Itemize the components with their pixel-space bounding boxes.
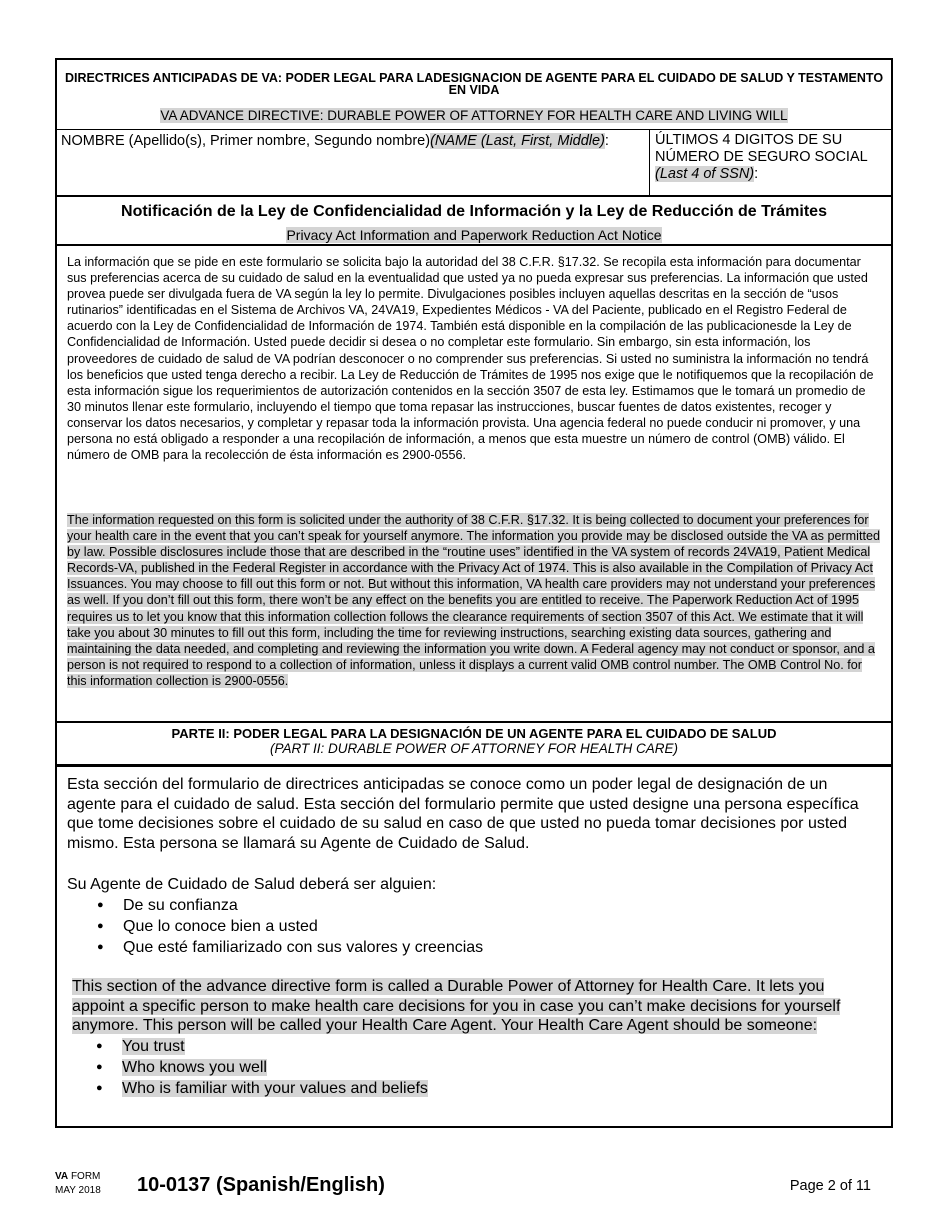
list-item: ● Que esté familiarizado con sus valores y creencias xyxy=(123,937,483,958)
form-title-en: VA ADVANCE DIRECTIVE: DURABLE POWER OF ATTORNEY FOR HEALTH CARE AND LIVING WILL xyxy=(160,108,788,123)
privacy-header xyxy=(55,196,893,246)
form-title-es: DIRECTRICES ANTICIPADAS DE VA: PODER LEGAL PARA LADESIGNACION DE AGENTE PARA EL CUIDADO DE SALUD Y TESTAMENTO EN VIDA xyxy=(64,71,884,97)
ssn-label-en: (Last 4 of SSN) xyxy=(655,166,755,182)
ssn-label-es: ÚLTIMOS 4 DIGITOS DE SU NÚMERO DE SEGURO SOCIAL xyxy=(655,132,868,165)
privacy-text-en: The information requested on this form is solicited under the authority of 38 C.F.R. §17.32. It is being collected to document your preferences for your health care in the event that you can’t speak for yourself anymore. The information you provide may be disclosed outside the VA as permitted by law. Possible disclosures include those that are described in the “routine uses” identified in the VA system of records 24VA19, Patient Medical Records-VA, published in the Federal Register in accordance with the Privacy Act of 1974. This is also available in the Compilation of Privacy Act Issuances. You may choose to fill out this form or not. But without this information, VA health care providers may not understand your preferences as well. If you don’t fill out this form, there won’t be any effect on the benefits you are entitled to receive. The Paperwork Reduction Act of 1995 requires us to let you know that this information collection follows the clearance requirements of section 3507 of this Act. We estimate that it will take you about 30 minutes to fill out this form, including the time for reviewing instructions, searching existing data sources, gathering and maintaining the data needed, and completing and reviewing the information you write down. A Federal agency may not conduct or sponsor, and a person is not required to respond to a collection of information, unless it displays a current valid OMB control number. The OMB Control No. for this information collection is 2900-0556. xyxy=(67,513,880,688)
name-label-es: NOMBRE (Apellido(s), Primer nombre, Segundo nombre) xyxy=(61,133,431,149)
agent-criteria-es xyxy=(67,875,483,958)
privacy-text-es: La información que se pide en este formulario se solicita bajo la autoridad del 38 C.F.R. §17.32. Se recopila esta información para documentar sus preferencias acerca de su cuidado de salud en la eventualidad que usted ya no pueda expresar sus preferencias. La información que usted provea puede ser divulgada fuera de VA según la ley lo permite. Divulgaciones posibles incluyen aquellas descritas en la sección de “usos rutinarios” identificadas en el Sistema de Archivos VA, 24VA19, Expedientes Médicos - VA del Paciente, publicado en el Registro Federal de acuerdo con la Ley de Confidencialidad de Información de 1974. También está disponible en la compilación de las publicacionesde la Ley de Confidencialidad de Información. Usted puede decidir si desea o no completar este formulario. Sin embargo, sin esta información, los proveedores de cuidado de salud de VA podrían desconocer o no comprender sus preferencias. Si usted no suministra la información no tendrá los beneficios que usted tenga derecho a recibir. La Ley de Reducción de Trámites de 1995 nos exige que le notifiquemos que la recopilación de esta información sigue los requerimientos de autorización contenidos en la sección 3507 de esta ley. Estimamos que le tomará un promedio de 30 minutos llenar este formulario, incluyendo el tiempo que toma repasar las instrucciones, buscar fuentes de datos existentes, recoger y conservar los datos necesarios, y completar y repasar toda la información provista. Una agencia federal no puede conducir ni promover, y una persona no está obligado a responder a una recopilación de información, a menos que esta muestre un número de control (OMB) válido. El número de OMB para la recolección de ésta información es 2900-0556. xyxy=(67,255,874,463)
part2-intro-en: This section of the advance directive form is called a Durable Power of Attorney for Health Care. It lets you appoint a specific person to make health care decisions for you in case you can’t make decisions for yourself anymore. This person will be called your Health Care Agent. Your Health Care Agent should be someone: xyxy=(72,978,841,1034)
part2-title-es: PARTE II: PODER LEGAL PARA LA DESIGNACIÓN DE UN AGENTE PARA EL CUIDADO DE SALUD xyxy=(171,726,777,741)
form-date: MAY 2018 xyxy=(55,1185,101,1196)
agent-lead-es: Su Agente de Cuidado de Salud deberá ser alguien: xyxy=(67,876,437,893)
form-header xyxy=(55,58,893,130)
bullet-list-es xyxy=(67,895,483,958)
part2-title-en: (PART II: DURABLE POWER OF ATTORNEY FOR HEALTH CARE) xyxy=(269,741,679,756)
name-label-en: (NAME (Last, First, Middle) xyxy=(430,133,605,149)
privacy-title-es: Notificación de la Ley de Confidencialidad de Información y la Ley de Reducción de Trámites xyxy=(121,203,827,220)
list-item: You trust xyxy=(122,1037,185,1055)
part2-body xyxy=(55,765,893,1128)
name-field[interactable]: NOMBRE (Apellido(s), Primer nombre, Segundo nombre)(NAME (Last, First, Middle): xyxy=(61,133,609,149)
part2-header xyxy=(55,722,893,766)
part2-intro-es: Esta sección del formulario de directrices anticipadas se conoce como un poder legal de designación de un agente para el cuidado de salud. Esta sección del formulario permite que usted designe una persona específica que tome decisiones sobre el cuidado de su salud en caso de que usted no pueda tomar decisiones por usted mismo. Esta persona se llamará su Agente de Cuidado de Salud. xyxy=(67,776,859,852)
list-item: ● Que lo conoce bien a usted xyxy=(123,916,483,937)
list-item: ● De su confianza xyxy=(123,895,483,916)
agent-criteria-en xyxy=(72,977,862,1099)
page-footer xyxy=(55,1170,895,1210)
privacy-title-en: Privacy Act Information and Paperwork Reduction Act Notice xyxy=(286,227,662,243)
privacy-body xyxy=(55,245,893,723)
ssn-field[interactable]: ÚLTIMOS 4 DIGITOS DE SU NÚMERO DE SEGURO SOCIAL (Last 4 of SSN): xyxy=(649,129,891,195)
form-number: 10-0137 (Spanish/English) xyxy=(137,1174,385,1196)
name-ssn-row xyxy=(55,129,893,197)
list-item: Who is familiar with your values and beliefs xyxy=(122,1079,428,1097)
list-item: Who knows you well xyxy=(122,1058,267,1076)
page-number: Page 2 of 11 xyxy=(789,1178,871,1194)
va-form-label: VA FORM MAY 2018 xyxy=(55,1171,101,1196)
bullet-list-en xyxy=(72,1036,862,1099)
